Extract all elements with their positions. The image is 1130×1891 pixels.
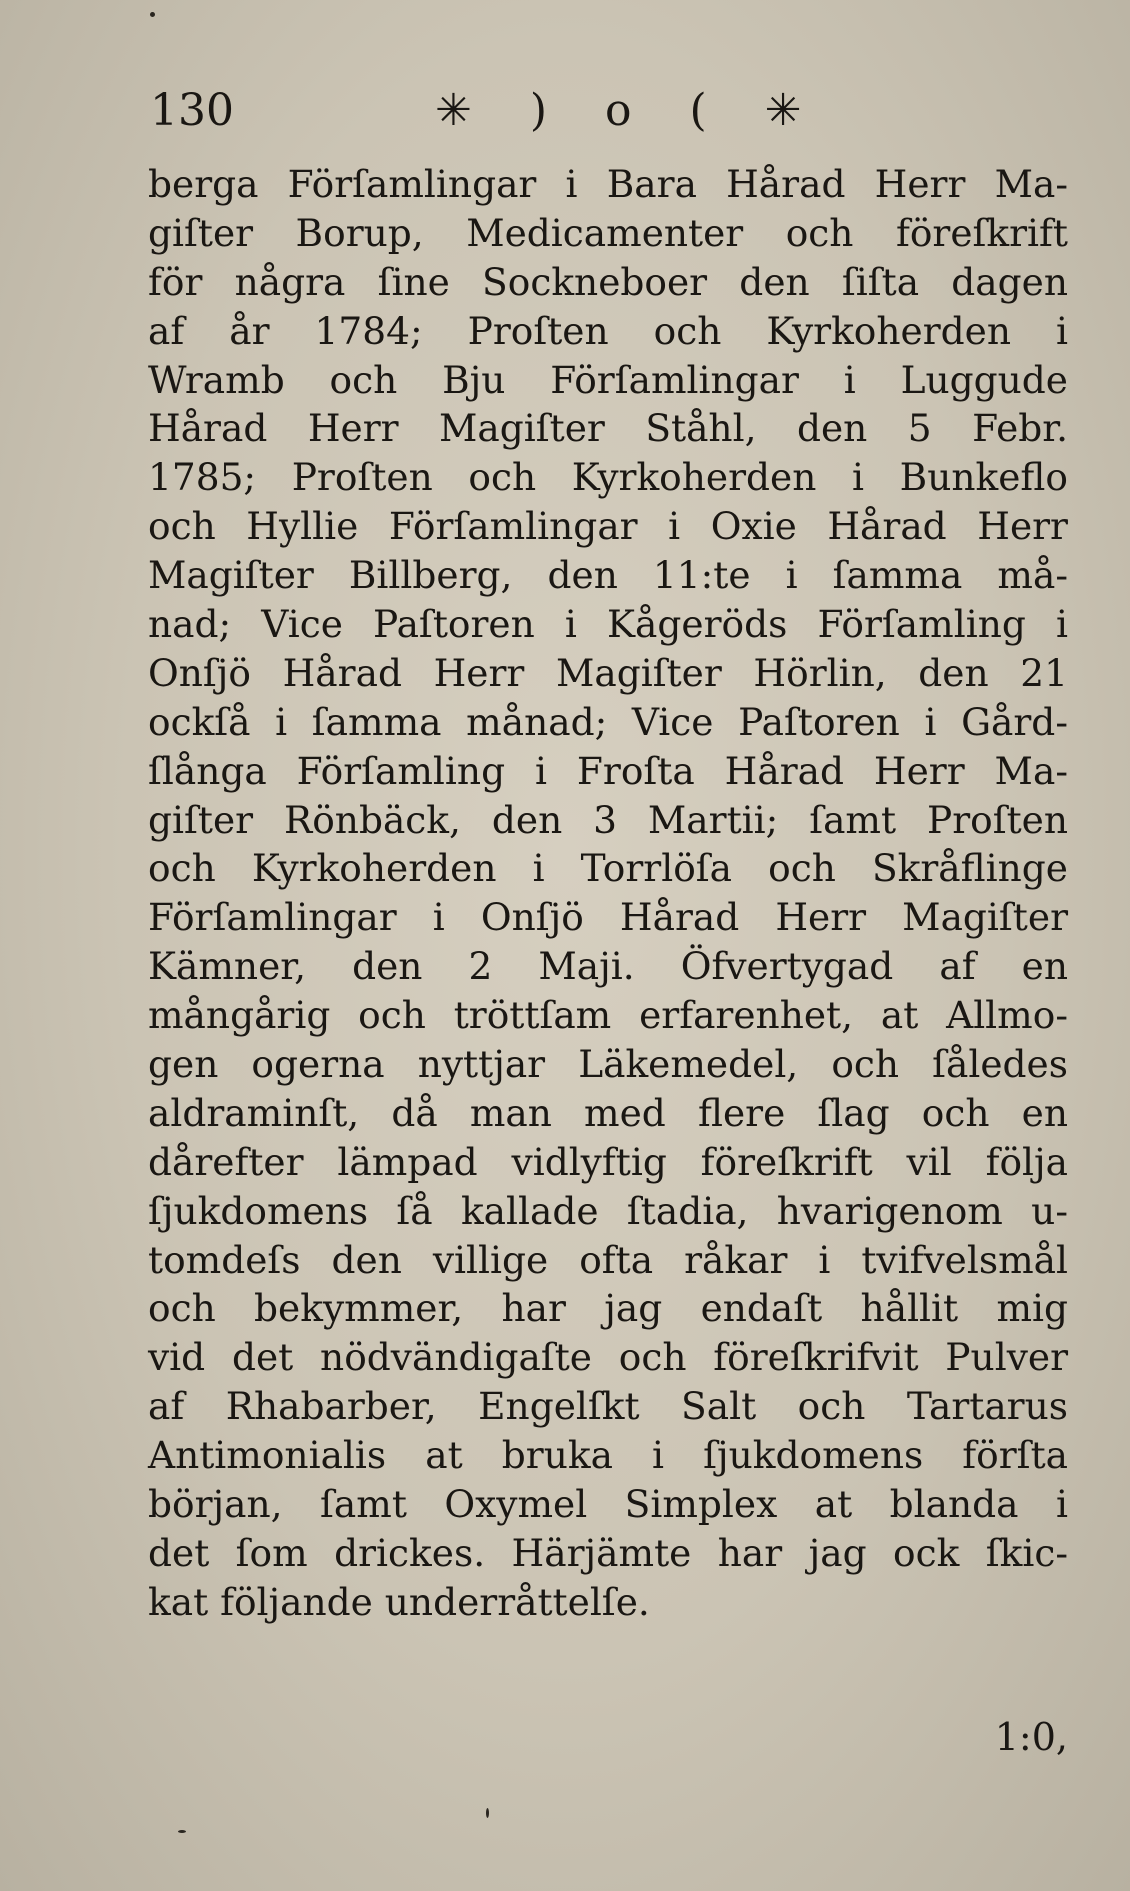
text-line: berga Förſamlingar i Bara Hårad Herr Ma- xyxy=(148,162,1068,206)
text-line: det ſom drickes. Härjämte har jag ock ſkic- xyxy=(148,1530,1068,1575)
text-line: af Rhabarber, Engelſkt Salt och Tartarus xyxy=(148,1384,1068,1429)
text-line-last: kat följande underråttelſe. xyxy=(148,1579,650,1624)
text-line: Förſamlingar i Onſjö Hårad Herr Magiſter xyxy=(148,895,1068,940)
text-line: giſter Borup, Medicamenter och föreſkrift xyxy=(148,210,1068,255)
text-line: af år 1784; Proſten och Kyrkoherden i xyxy=(148,308,1068,353)
text-line: Wramb och Bju Förſamlingar i Luggude xyxy=(148,357,1068,402)
text-line: dårefter lämpad vidlyftig föreſkrift vil följa xyxy=(148,1139,1068,1184)
ink-speck xyxy=(178,1830,186,1833)
text-line: giſter Rönbäck, den 3 Martii; ſamt Proſten xyxy=(148,797,1068,842)
ink-speck xyxy=(150,12,155,17)
text-line: tomdeſs den villige ofta råkar i tvifvelsmål xyxy=(148,1237,1068,1282)
text-line: Onſjö Hårad Herr Magiſter Hörlin, den 21 xyxy=(148,650,1068,695)
text-line: aldraminſt, då man med flere ſlag och en xyxy=(148,1090,1068,1135)
text-line: Antimonialis at bruka i ſjukdomens förſta xyxy=(148,1433,1068,1478)
text-line: början, ſamt Oxymel Simplex at blanda i xyxy=(148,1482,1068,1527)
text-line: Hårad Herr Magiſter Ståhl, den 5 Febr. xyxy=(148,406,1068,451)
text-line: 1785; Proſten och Kyrkoherden i Bunkeflo xyxy=(148,455,1068,500)
body-text xyxy=(148,160,1068,1627)
catchword: 1:0, xyxy=(994,1715,1068,1759)
text-line: Kämner, den 2 Maji. Öfvertygad af en xyxy=(148,944,1068,989)
page-number: 130 xyxy=(150,85,234,136)
text-line: och Kyrkoherden i Torrlöſa och Skråflinge xyxy=(148,846,1068,891)
text-line: nad; Vice Paſtoren i Kågeröds Förſamling i xyxy=(148,602,1068,647)
page-header xyxy=(150,85,824,145)
text-line: och bekymmer, har jag endaſt hållit mig xyxy=(148,1286,1068,1331)
text-line: Magiſter Billberg, den 11:te i ſamma må- xyxy=(148,553,1068,598)
text-line: gen ogerna nyttjar Läkemedel, och ſåledes xyxy=(148,1042,1068,1087)
text-line: ſjukdomens ſå kallade ſtadia, hvarigenom u- xyxy=(148,1188,1068,1233)
header-ornament: ✳ ) o ( ✳ xyxy=(435,85,824,136)
text-line: och Hyllie Förſamlingar i Oxie Hårad Herr xyxy=(148,504,1068,549)
text-line: för några ſine Sockneboer den ſiſta dagen xyxy=(148,259,1068,304)
ink-speck xyxy=(486,1808,489,1818)
text-line: ockſå i ſamma månad; Vice Paſtoren i Gård- xyxy=(148,699,1068,744)
text-line: vid det nödvändigaſte och föreſkrifvit Pulver xyxy=(148,1335,1068,1380)
text-line: ſlånga Förſamling i Froſta Hårad Herr Ma- xyxy=(148,748,1068,793)
text-line: mångårig och tröttſam erfarenhet, at Allmo- xyxy=(148,993,1068,1038)
